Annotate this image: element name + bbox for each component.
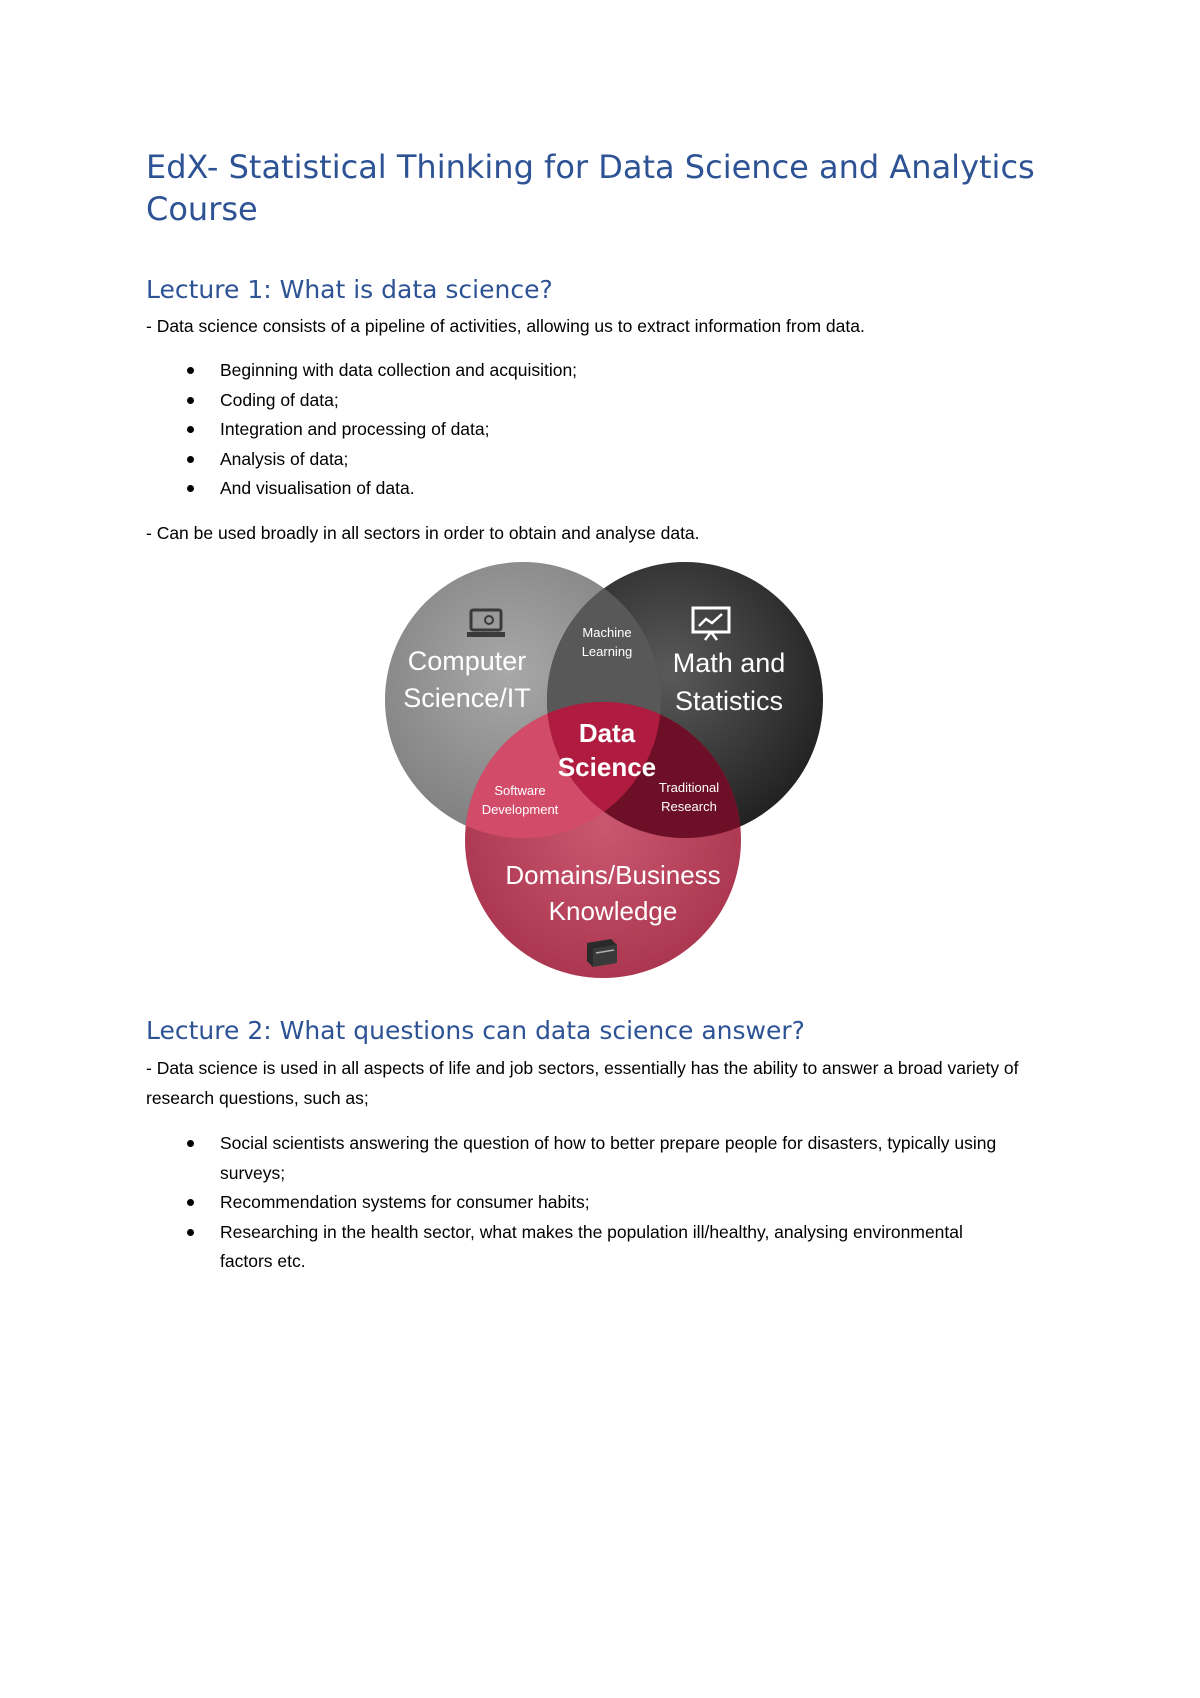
list-item-text: Integration and processing of data;	[220, 419, 490, 439]
math-statistics-label-line1: Math and	[672, 648, 786, 678]
list-item-text: Coding of data;	[220, 389, 339, 410]
machine-learning-label-line2: Learning	[581, 644, 633, 659]
machine-learning-label-line1: Machine	[582, 625, 632, 640]
bullet-icon	[187, 1229, 194, 1236]
traditional-research-label-line2: Research	[661, 799, 717, 814]
list-item	[146, 1188, 1006, 1218]
list-item-text: Social scientists answering the question of how to better prepare people for disasters, typically using surveys;	[220, 1133, 997, 1183]
book-icon	[587, 939, 617, 967]
domains-business-label-line1: Domains/Business	[505, 860, 721, 890]
document-title: EdX- Statistical Thinking for Data Science and Analytics Course	[146, 148, 1035, 228]
bullet-icon	[187, 456, 194, 463]
list-item	[146, 415, 1006, 445]
list-item	[146, 474, 1006, 504]
software-development-label-line1: Software	[494, 783, 546, 798]
lecture-2-heading: Lecture 2: What questions can data science answer?	[146, 1016, 805, 1045]
list-item-text: Recommendation systems for consumer habits;	[220, 1192, 590, 1212]
list-item-text: And visualisation of data.	[220, 478, 415, 498]
data-science-label-line2: Science	[557, 752, 657, 782]
list-item-text: Analysis of data;	[220, 448, 349, 469]
domains-business-label-line2: Knowledge	[548, 896, 678, 926]
list-item	[146, 386, 1006, 416]
traditional-research-label-line1: Traditional	[658, 780, 720, 795]
lecture-1-intro: - Data science consists of a pipeline of activities, allowing us to extract information from data.	[146, 316, 865, 336]
lecture-1-bullet-list	[146, 356, 1006, 504]
math-statistics-label-line2: Statistics	[674, 686, 784, 716]
list-item-text: Beginning with data collection and acquisition;	[220, 360, 578, 380]
bullet-icon	[187, 367, 194, 374]
list-item	[146, 356, 1006, 386]
lecture-1-heading: Lecture 1: What is data science?	[146, 275, 553, 304]
computer-science-label-line1: Computer	[407, 646, 527, 676]
list-item	[146, 445, 1006, 475]
software-development-label-line2: Development	[481, 802, 559, 817]
lecture-2-bullet-list	[146, 1129, 1006, 1277]
computer-science-label-line2: Science/IT	[403, 683, 531, 713]
list-item	[146, 1218, 1006, 1277]
lecture-1-sectors-note: - Can be used broadly in all sectors in order to obtain and analyse data.	[146, 523, 700, 543]
lecture-2-intro: - Data science is used in all aspects of life and job sectors, essentially has the ability to answer a broad variety of research questions, such as;	[146, 1058, 1019, 1108]
bullet-icon	[187, 397, 194, 404]
list-item-text: Researching in the health sector, what makes the population ill/healthy, analysing environmental factors etc.	[220, 1221, 963, 1271]
data-science-venn-diagram	[385, 562, 825, 982]
bullet-icon	[187, 485, 194, 492]
bullet-icon	[187, 1140, 194, 1147]
bullet-icon	[187, 1199, 194, 1206]
data-science-label-line1: Data	[578, 718, 636, 748]
list-item	[146, 1129, 1006, 1188]
bullet-icon	[187, 426, 194, 433]
